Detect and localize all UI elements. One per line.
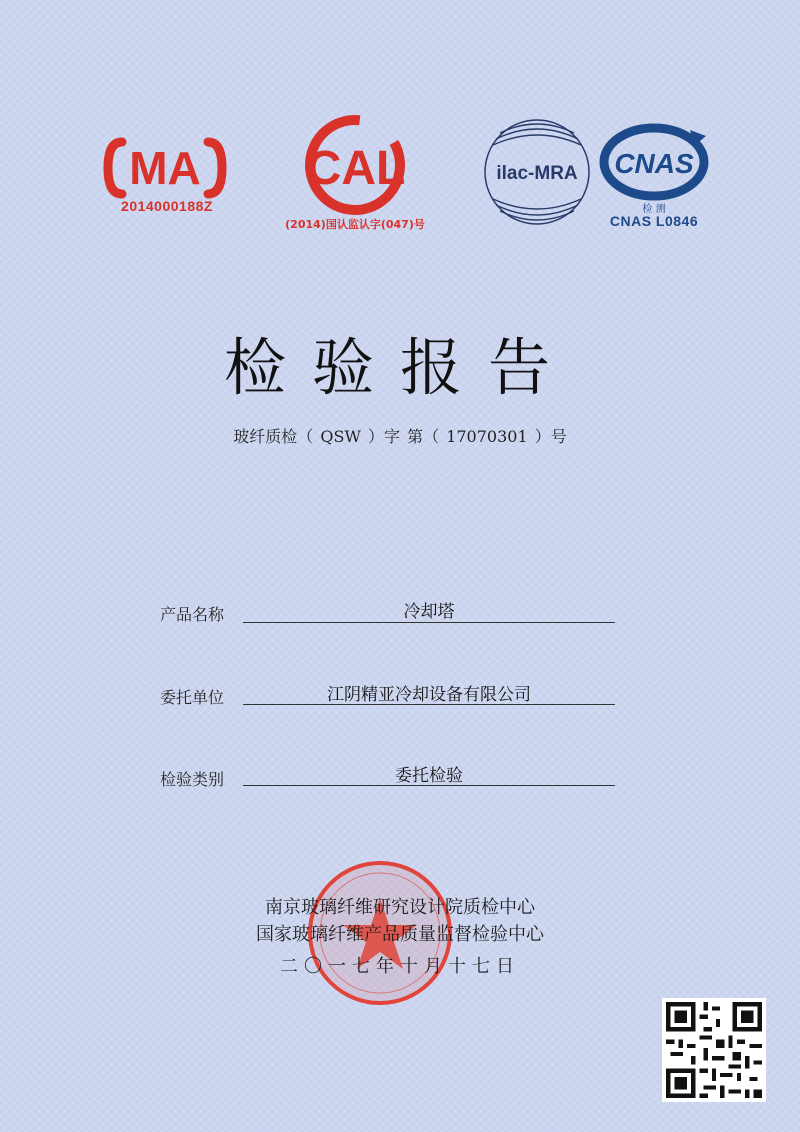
field-underline — [243, 785, 615, 786]
org-line-2: 国家玻璃纤维产品质量监督检验中心 — [256, 924, 544, 945]
ilac-mra-logo — [478, 115, 596, 230]
field-label-product: 产品名称 — [160, 605, 225, 624]
cma-logo-text: MA — [129, 142, 201, 194]
qr-code[interactable] — [662, 998, 766, 1102]
field-label-type: 检验类别 — [160, 770, 225, 789]
field-underline — [243, 704, 615, 705]
cal-logo-text: CAL — [306, 142, 406, 195]
field-value-product: 冷却塔 — [403, 602, 455, 622]
field-value-type: 委托检验 — [395, 766, 463, 786]
report-ref-middle: ）字 第（ — [368, 427, 440, 446]
cnas-sub: 检 测 — [642, 204, 666, 215]
report-ref-prefix: 玻纤质检（ — [233, 427, 314, 446]
report-title: 检验报告 — [223, 331, 576, 404]
field-underline — [243, 622, 615, 623]
field-label-client: 委托单位 — [160, 688, 225, 707]
report-ref-suffix: ）号 — [534, 427, 567, 446]
report-ref — [0, 424, 800, 447]
ilac-logo-text: ilac-MRA — [496, 163, 578, 184]
cnas-code: CNAS L0846 — [609, 213, 699, 229]
report-ref-code: QSW — [320, 427, 361, 446]
report-ref-number: 17070301 — [446, 427, 528, 446]
cma-code: 2014000188Z — [121, 198, 213, 214]
org-line-1: 南京玻璃纤维研究设计院质检中心 — [265, 897, 535, 918]
cnas-logo-text: CNAS — [614, 148, 694, 179]
report-date: 二〇一七年十月十七日 — [280, 956, 520, 977]
field-value-client: 江阴精亚冷却设备有限公司 — [327, 685, 531, 705]
cal-code: (2014)国认监认字(047)号 — [285, 218, 425, 231]
